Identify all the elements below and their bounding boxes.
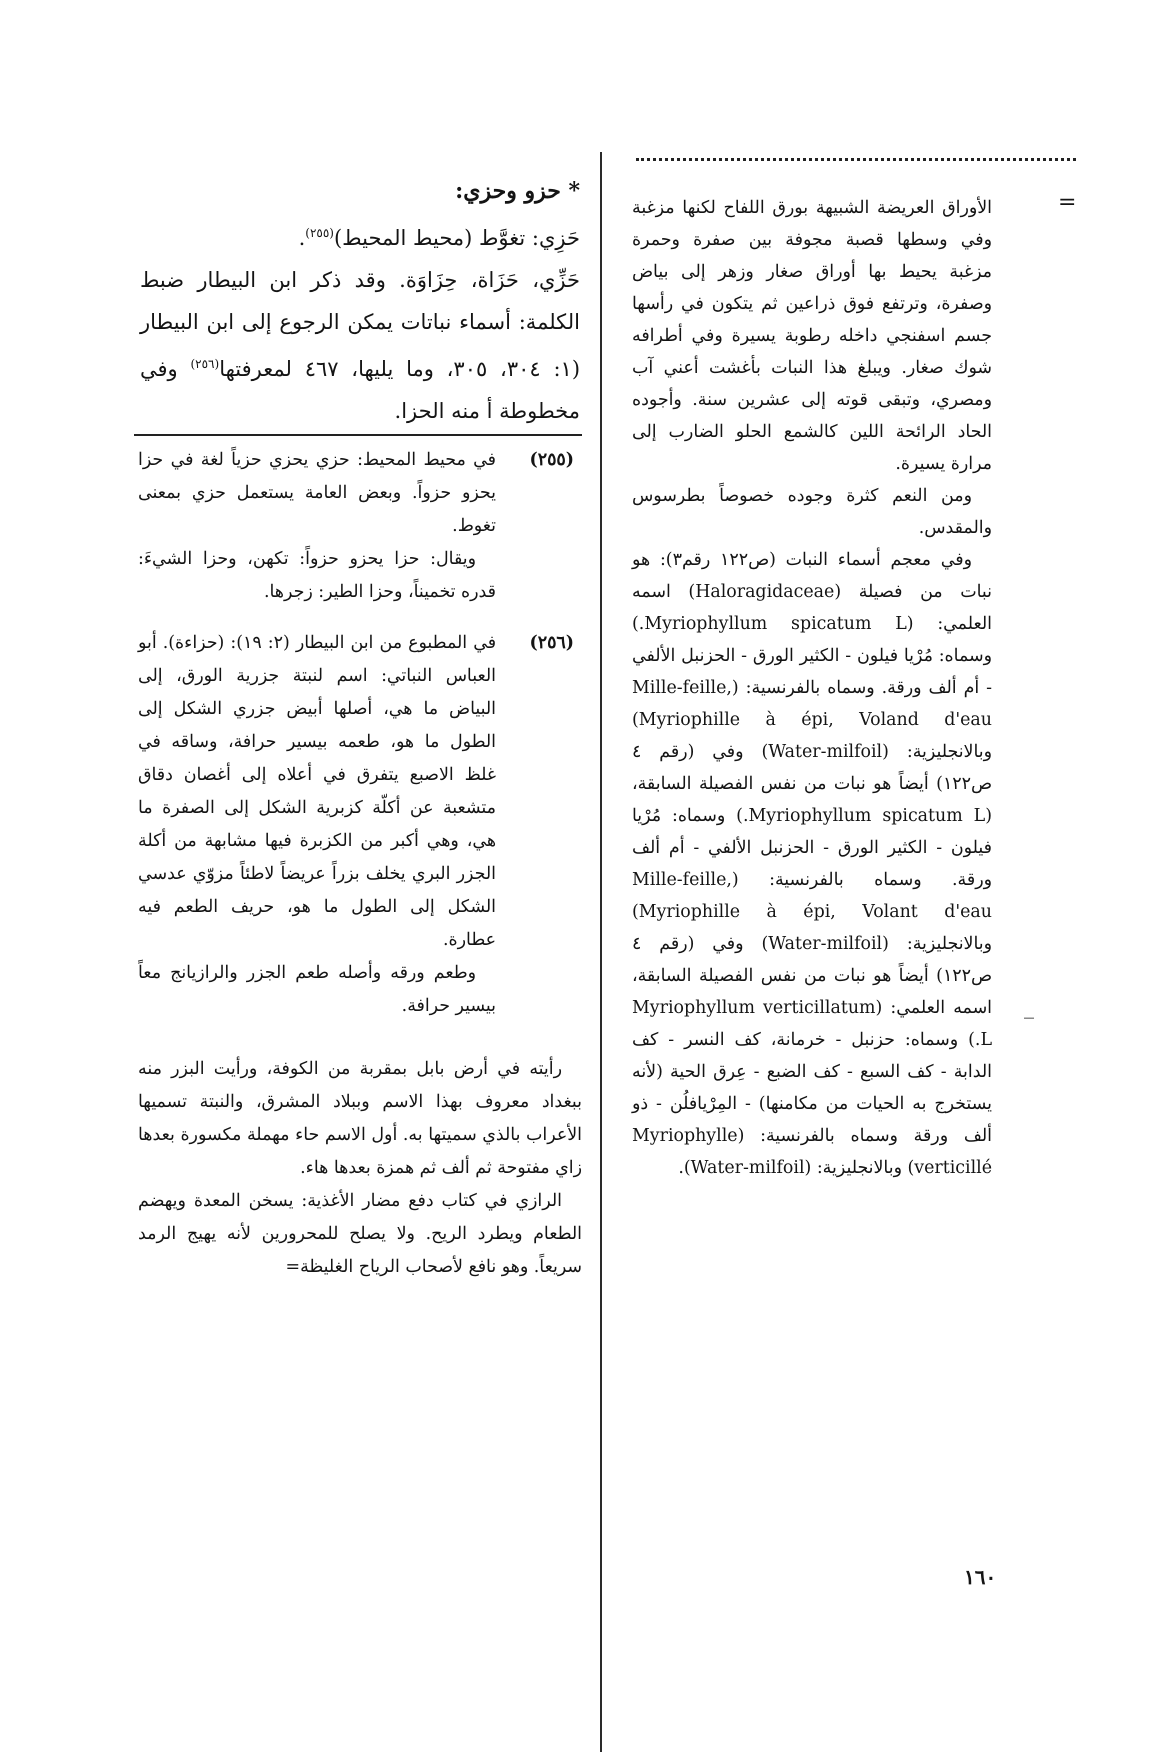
right-paragraph: الأوراق العريضة الشبيهة بورق اللفاح لكنها مزغبة وفي وسطها قصبة مجوفة بين صفرة وحمرة مزغبة يحيط بها أوراق صغار وزهر إلى بياض وصفرة، وترتفع فوق ذراعين ثم يتكون في رأسها جسم اسفنجي داخله رطوبة يسيرة وفي أطرافه شوك صغار. ويبلغ هذا النبات بأغشت أعني آب ومصري، وتبقى قوته إلى عشرين سنة. وأجوده الحاد الرائحة اللين كالشمع الحلو الضارب إلى مرارة يسيرة. <box>632 198 992 474</box>
footnote-ref: (٢٥٦) <box>190 357 220 371</box>
page-number: ١٦٠ <box>964 1565 997 1589</box>
main-entry <box>140 170 580 432</box>
continuation-text: رأيته في أرض بابل بمقربة من الكوفة، ورأيت البزر منه ببغداد معروف بهذا الاسم وببلاد المشرق، والنبتة تسميها الأعراب بالذي سميتها به. أول الاسم حاء مهملة مكسورة بعدها زاي مفتوحة ثم ألف ثم همزة بعدها هاء. <box>138 1059 582 1178</box>
entry-line <box>140 259 580 432</box>
footnote-continuation <box>138 1053 582 1284</box>
footnote-number: (٢٥٥) <box>529 450 574 470</box>
entry-line: حَزِي: تغوَّط (محيط المحيط)$^{(٢٥٥)}$. <box>298 226 580 250</box>
dotted-divider <box>636 158 1076 161</box>
entry-text: حَزِي: تغوَّط (محيط المحيط) <box>333 226 580 250</box>
margin-mark: _ <box>1024 995 1034 1019</box>
right-paragraph: ومن النعم كثرة وجوده خصوصاً بطرسوس والمقدس. <box>632 486 992 538</box>
footnote-text: في المطبوع من ابن البيطار (٢: ١٩): (حزاءة). أبو العباس النباتي: اسم لنبتة جزرية الورق، إلى البياض ما هي، أصلها أبيض جزري الشكل إلى الطول ما هو، طعمه بيسير حرافة، وساقه في غلظ الاصبع يتفرق في أعلاه إلى أغصان دقاق متشعبة عن أكلّة كزبرية الشكل إلى الصفرة ما هي، وهي أكبر من الكزبرة فيها مشابهة من أكلة الجزر البري يخلف بزراً عريضاً لاطئاً مزوّي عدسي الشكل إلى الطول ما هو، حريف الطعم فيه عطارة. <box>138 633 497 950</box>
right-paragraph: وفي معجم أسماء النبات (ص١٢٢ رقم٣): هو نبات من فصيلة (Haloragidaceae) اسمه العلمي: (Myriophyllum spicatum L.) وسماه: مُرْيا فيلون - الكثير الورق - الحزنبل الألفي - أم ألف ورقة. وسماه بالفرنسية: (Mille-feille, Myriophille à épi, Voland d'eau) وبالانجليزية: (Water-milfoil) وفي (رقم ٤ ص١٢٢) أيضاً هو نبات من نفس الفصيلة السابقة، (Myriophyllum spicatum L.) وسماه: مُرْيا فيلون - الكثير الورق - الحزنبل الألفي - أم ألف ورقة. وسماه بالفرنسية: (Mille-feille, Myriophille à épi, Volant d'eau) وبالانجليزية: (Water-milfoil) وفي (رقم ٤ ص١٢٢) أيضاً هو نبات من نفس الفصيلة السابقة، اسمه العلمي: (Myriophyllum verticillatum L.) وسماه: حزنبل - خرمانة، كف النسر - كف الدابة - كف السبع - كف الضبع - عِرق الحية (لأنه يستخرج به الحيات من مكامنها) - المِرْيافلُن - ذو ألف ورقة وسماه بالفرنسية: (Myriophylle verticillé) وبالانجليزية: (Water-milfoil). <box>632 550 993 1178</box>
entry-heading: * حزو وحزي: <box>455 178 580 204</box>
footnote <box>138 444 582 609</box>
footnote-number: (٢٥٦) <box>529 633 574 653</box>
footnote-divider <box>134 434 582 436</box>
footnote-text: وطعم ورقه وأصله طعم الجزر والرازيانج معاً بيسير حرافة. <box>138 963 496 1016</box>
right-column-footnote-continuation <box>632 192 992 1184</box>
column-divider <box>600 152 602 1752</box>
footnotes <box>138 444 582 1284</box>
entry-text: حَزِّي، حَزَاة، حِزَاوَة. وقد ذكر ابن البيطار ضبط الكلمة: أسماء نباتات يمكن الرجوع إلى ابن البيطار (١: ٣٠٤، ٣٠٥، وما يليها، ٤٦٧ لمعرفتها <box>140 268 581 381</box>
continuation-text: الرازي في كتاب دفع مضار الأغذية: يسخن المعدة ويهضم الطعام ويطرد الريح. ولا يصلح للمحرورين لأنه يهيج الرمد سريعاً. وهو نافع لأصحاب الرياح الغليظة= <box>138 1191 582 1277</box>
footnote-text: ويقال: حزا يحزو حزواً: تكهن، وحزا الشيءَ: قدره تخميناً، وحزا الطير: زجرها. <box>138 549 496 602</box>
footnote-text: في محيط المحيط: حزي يحزي حزياً لغة في حزا يحزو حزواً. وبعض العامة يستعمل حزي بمعنى تغوط. <box>138 450 496 536</box>
entry-text: وفي مخطوطة أ منه الحزا. <box>140 357 580 423</box>
footnote-ref: (٢٥٥) <box>305 226 334 240</box>
continuation-mark: = <box>1058 190 1077 215</box>
footnote <box>138 627 582 1023</box>
